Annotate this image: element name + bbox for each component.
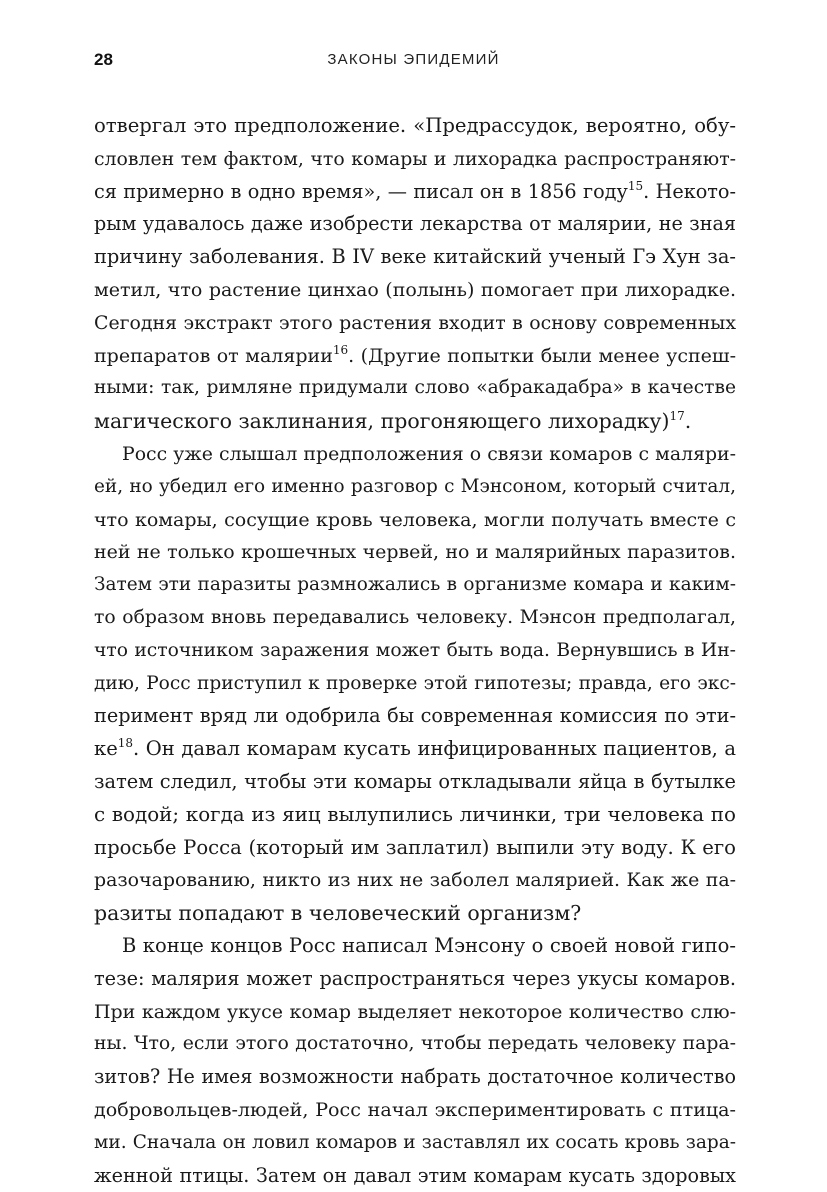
text-line: то образом вновь передавались человеку. Мэнсон предполагал, bbox=[94, 602, 736, 635]
text-line: отвергал это предположение. «Предрассудок, вероятно, обу- bbox=[94, 110, 736, 143]
text-line: женной птицы. Затем он давал этим комарам кусать здоровых bbox=[94, 1160, 736, 1192]
text-line: ны. Что, если этого достаточно, чтобы передать человеку пара- bbox=[94, 1028, 736, 1061]
text-line: Сегодня экстракт этого растения входит в основу современных bbox=[94, 307, 736, 340]
text-line: перимент вряд ли одобрила бы современная комиссия по эти- bbox=[94, 700, 736, 733]
text-line: что комары, сосущие кровь человека, могли получать вместе с bbox=[94, 504, 736, 537]
text-line: ными: так, римляне придумали слово «абракадабра» в качестве bbox=[94, 372, 736, 405]
text-line: разочарованию, никто из них не заболел малярией. Как же па- bbox=[94, 864, 736, 897]
footnote-ref: 15 bbox=[628, 179, 643, 193]
text-line: дию, Росс приступил к проверке этой гипотезы; правда, его экс- bbox=[94, 668, 736, 701]
text-line: что источником заражения может быть вода. Вернувшись в Ин- bbox=[94, 635, 736, 668]
text-line: просьбе Росса (который им заплатил) выпили эту воду. К его bbox=[94, 832, 736, 865]
text-line: $ке^{18}$. Он давал комарам кусать инфицированных пациентов, а bbox=[94, 733, 736, 766]
text-line: рым удавалось даже изобрести лекарства от малярии, не зная bbox=[94, 208, 736, 241]
text-line: Затем эти паразиты размножались в организме комара и каким- bbox=[94, 569, 736, 602]
text-line: тезе: малярия может распространяться через укусы комаров. bbox=[94, 963, 736, 996]
text-line: препаратов от малярии$^{16}$. (Другие попытки были менее успеш- bbox=[94, 340, 736, 373]
text-line: метил, что растение цинхао (полынь) помогает при лихорадке. bbox=[94, 274, 736, 307]
text-line: ней не только крошечных червей, но и малярийных паразитов. bbox=[94, 536, 736, 569]
text-line: с водой; когда из яиц вылупились личинки, три человека по bbox=[94, 799, 736, 832]
text-line: В конце концов Росс написал Мэнсону о своей новой гипо- bbox=[94, 930, 736, 963]
text-line: словлен тем фактом, что комары и лихорадка распространяют- bbox=[94, 143, 736, 176]
page-header bbox=[94, 48, 733, 76]
text-line: Росс уже слышал предположения о связи комаров с маляри- bbox=[94, 438, 736, 471]
text-line: При каждом укусе комар выделяет некоторое количество слю- bbox=[94, 996, 736, 1029]
page-number: 28 bbox=[94, 48, 113, 72]
footnote-ref: 17 bbox=[669, 409, 684, 423]
text-line: зитов? Не имея возможности набрать достаточное количество bbox=[94, 1061, 736, 1094]
text-line: ми. Сначала он ловил комаров и заставлял их сосать кровь зара- bbox=[94, 1127, 736, 1160]
text-line: причину заболевания. В IV веке китайский ученый Гэ Хун за- bbox=[94, 241, 736, 274]
text-line: добровольцев-людей, Росс начал экспериментировать с птица- bbox=[94, 1094, 736, 1127]
body-text bbox=[94, 110, 736, 1192]
text-line: ся примерно в одно время», — писал он в 1856 году$^{15}$. Некото- bbox=[94, 176, 736, 209]
footnote-ref: 16 bbox=[333, 343, 348, 357]
text-line: ей, но убедил его именно разговор с Мэнсоном, который считал, bbox=[94, 471, 736, 504]
running-head: ЗАКОНЫ ЭПИДЕМИЙ bbox=[94, 48, 733, 72]
text-line: затем следил, чтобы эти комары откладывали яйца в бутылке bbox=[94, 766, 736, 799]
text-line: разиты попадают в человеческий организм? bbox=[94, 897, 736, 930]
text-line: магического заклинания, прогоняющего лихорадку)$^{17}$. bbox=[94, 405, 736, 438]
footnote-ref: 18 bbox=[118, 736, 133, 750]
